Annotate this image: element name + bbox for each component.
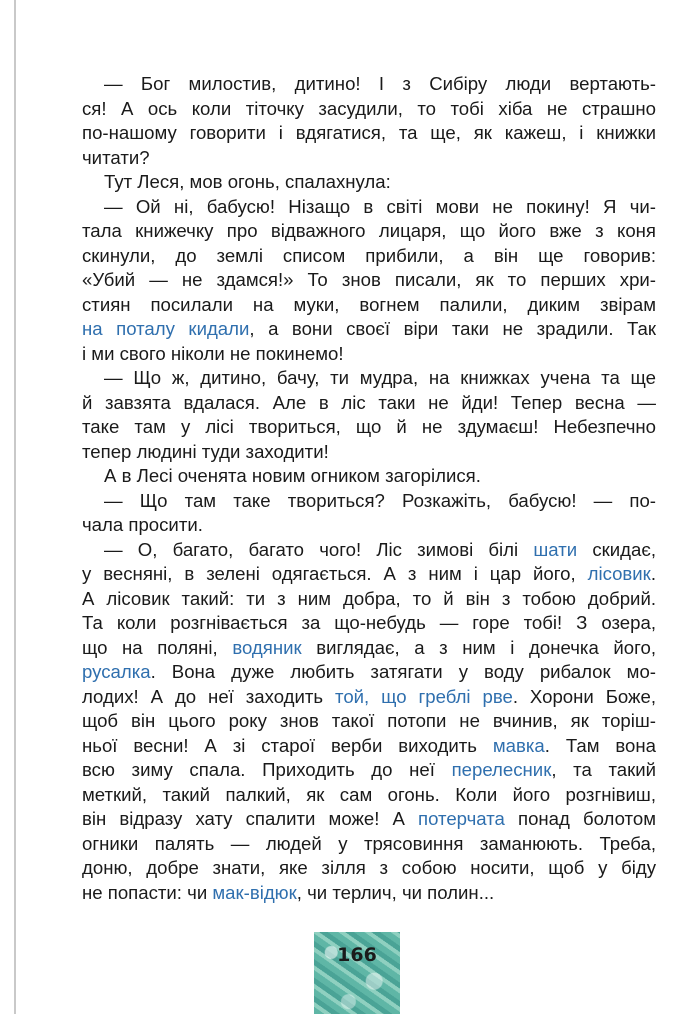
text-line: [82, 244, 656, 269]
text-segment: скинули, до землі списом прибили, а він ще говорив:: [82, 244, 656, 266]
text-segment: що на поляні,: [82, 636, 233, 658]
text-segment: — Ой ні, бабусю! Нізащо в світі мови не покину! Я чи-: [104, 195, 656, 217]
text-segment: по-нашому говорити і вдягатися, та ще, як кажеш, і книжки: [82, 122, 656, 143]
text-line: [82, 513, 656, 538]
text-segment: виглядає, а з ним і донечка його,: [301, 636, 656, 658]
glossary-term: потерчата: [418, 808, 505, 829]
text-segment: і ми свого ніколи не покинемо!: [82, 342, 344, 364]
text-segment: тала книжечку про відважного лицаря, що його вже з коня: [82, 220, 656, 241]
text-segment: він відразу хату спалити може! А: [82, 808, 419, 829]
text-line: [82, 660, 656, 685]
text-line: [82, 636, 656, 661]
text-line: [82, 97, 656, 122]
text-segment: щоб він цього року знов такої потопи не вчинив, як торіш-: [82, 710, 656, 731]
text-segment: скидає,: [577, 538, 656, 560]
page-margin-rule: [14, 0, 16, 1014]
text-line: [82, 146, 656, 171]
text-line: [82, 856, 656, 881]
glossary-term: той, що греблі рве: [335, 685, 513, 707]
glossary-term: на поталу кидали: [82, 318, 250, 339]
glossary-term: водяник: [232, 636, 302, 658]
text-segment: чала просити.: [82, 514, 203, 535]
text-segment: стиян посилали на муки, вогнем палили, диким звірам: [82, 293, 656, 315]
text-segment: не попасти: чи: [82, 881, 213, 903]
story-text: [82, 72, 656, 905]
glossary-term: мак-відюк: [212, 881, 297, 903]
glossary-term: перелесник: [451, 759, 552, 780]
page-number: 166: [337, 944, 377, 966]
text-segment: «Убий — не здамся!» То знов писали, як то перших хри-: [82, 269, 656, 290]
glossary-term: шати: [533, 538, 578, 560]
text-segment: — О, багато, багато чого! Ліс зимові білі: [104, 538, 534, 560]
text-segment: . Вона дуже любить затягати у воду рибалок мо-: [150, 661, 656, 682]
text-segment: ньої весни! А зі старої верби виходить: [82, 734, 493, 756]
text-segment: лодих! А до неї заходить: [82, 685, 336, 707]
text-line: [82, 538, 656, 563]
glossary-term: лісовик: [587, 563, 651, 584]
text-segment: — Бог милостив, дитино! І з Сибіру люди вертають-: [104, 73, 656, 94]
text-line: [82, 832, 656, 857]
text-line: [82, 562, 656, 587]
text-segment: , та такий: [551, 759, 656, 780]
text-line: [82, 587, 656, 612]
text-line: [82, 170, 656, 195]
text-segment: всю зиму спала. Приходить до неї: [82, 759, 452, 780]
text-segment: Та коли розгнівається за що-небудь — горе тобі! З озера,: [82, 612, 656, 633]
text-segment: й завзята вдалася. Але в ліс таки не йди! Тепер весна —: [82, 391, 656, 413]
text-line: [82, 783, 656, 808]
text-segment: — Що ж, дитино, бачу, ти мудра, на книжках учена та ще: [104, 367, 656, 388]
text-line: [82, 219, 656, 244]
text-line: [82, 195, 656, 220]
text-line: [82, 611, 656, 636]
glossary-term: мавка: [492, 734, 545, 756]
glossary-term: русалка: [82, 661, 151, 682]
text-line: [82, 121, 656, 146]
text-segment: А в Лесі оченята новим огником загорілися.: [104, 465, 481, 486]
text-line: [82, 464, 656, 489]
text-segment: доню, добре знати, яке зілля з собою носити, щоб у біду: [82, 857, 656, 878]
text-line: [82, 415, 656, 440]
text-segment: тепер людині туди заходити!: [82, 440, 329, 462]
text-segment: таке там у лісі твориться, що й не здумаєш! Небезпечно: [82, 416, 656, 437]
text-segment: , чи терлич, чи полин...: [296, 881, 495, 903]
text-line: [82, 366, 656, 391]
text-line: [82, 317, 656, 342]
text-segment: — Що там таке твориться? Розкажіть, бабусю! — по-: [104, 489, 656, 511]
text-segment: .: [650, 563, 656, 584]
text-line: [82, 293, 656, 318]
text-segment: Тут Леся, мов огонь, спалахнула:: [104, 171, 391, 192]
text-line: [82, 72, 656, 97]
text-segment: меткий, такий палкий, як сам огонь. Коли його розгнівиш,: [82, 783, 656, 805]
text-segment: читати?: [82, 146, 150, 168]
text-line: [82, 342, 656, 367]
text-line: [82, 709, 656, 734]
text-line: [82, 268, 656, 293]
text-line: [82, 685, 656, 710]
text-line: [82, 391, 656, 416]
text-segment: . Хорони Боже,: [512, 685, 656, 707]
text-segment: А лісовик такий: ти з ним добра, то й він з тобою добрий.: [82, 587, 656, 609]
text-line: [82, 734, 656, 759]
text-line: [82, 807, 656, 832]
text-segment: у весняні, в зелені одягається. А з ним і цар його,: [82, 563, 588, 584]
text-segment: понад болотом: [504, 808, 656, 829]
text-segment: . Там вона: [544, 734, 656, 756]
text-line: [82, 489, 656, 514]
text-segment: ся! А ось коли тіточку засудили, то тобі хіба не страшно: [82, 97, 656, 119]
text-line: [82, 440, 656, 465]
text-line: [82, 881, 656, 906]
text-segment: , а вони своєї віри таки не зрадили. Так: [249, 318, 656, 339]
page-number-badge: [314, 932, 400, 1014]
text-segment: огники палять — людей у трясовиння заманюють. Треба,: [82, 832, 656, 854]
text-line: [82, 758, 656, 783]
